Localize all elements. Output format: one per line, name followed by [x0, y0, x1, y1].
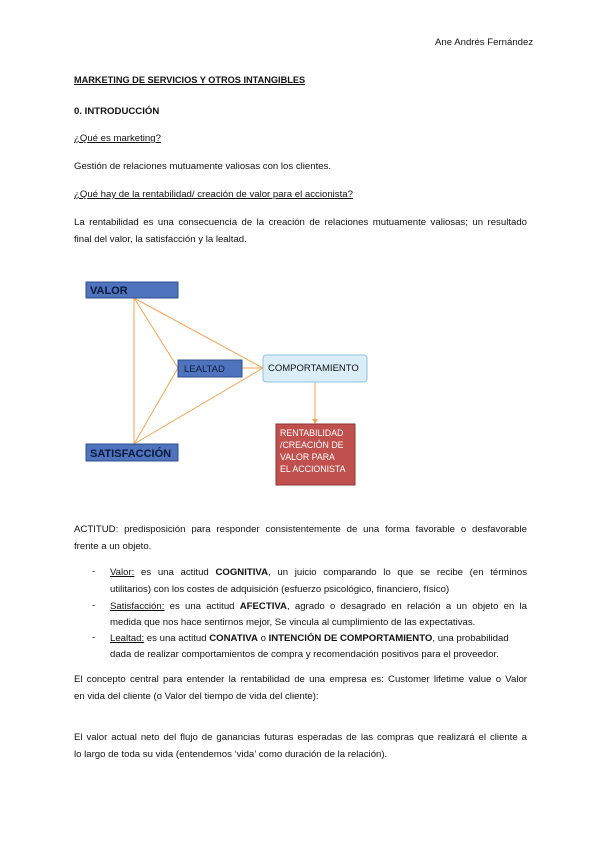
label-valor: VALOR [90, 285, 128, 297]
item-text: es una actitud [134, 567, 216, 578]
list-item-lealtad [110, 632, 530, 645]
rentabilidad-line: EL ACCIONISTA [280, 464, 346, 474]
item-text: , un juicio comparando lo que se recibe (en términos [268, 567, 527, 578]
item-text: es una actitud [164, 601, 240, 612]
rentabilidad-line: RENTABILIDAD [280, 428, 344, 438]
term-satisfaccion: Satisfacción: [110, 601, 165, 612]
strong-conativa: CONATIVA [209, 633, 258, 644]
item-text: , agrado o desagrado en relación a un objeto en la [286, 601, 527, 612]
clv-line1: El concepto central para entender la rentabilidad de una empresa es: Customer lifetime value o Valor [74, 674, 527, 685]
connector-satisfaccion-comportamiento [134, 368, 263, 444]
item-text: es una actitud [144, 633, 210, 644]
label-lealtad: LEALTAD [184, 364, 225, 375]
question-rentabilidad: ¿Qué hay de la rentabilidad/ creación de valor para el accionista? [74, 189, 353, 200]
bullet-marker: - [92, 566, 96, 577]
term-lealtad: Lealtad: [110, 633, 145, 644]
answer-rentabilidad-line1: La rentabilidad es una consecuencia de la creación de relaciones mutuamente valiosas; un resultado [74, 217, 527, 228]
list-item-satisfaccion [110, 600, 527, 613]
definition-line2: lo largo de toda su vida (entendemos ‘vida’ como duración de la relación). [74, 749, 388, 760]
strong-afectiva: AFECTIVA [239, 601, 287, 612]
answer-marketing: Gestión de relaciones mutuamente valiosas con los clientes. [74, 161, 332, 172]
connector-valor-lealtad [134, 298, 178, 368]
item-text: , una probabilidad [432, 633, 509, 644]
arrowhead [312, 419, 318, 424]
rentabilidad-line: VALOR PARA [280, 452, 335, 462]
question-marketing: ¿Qué es marketing? [74, 133, 161, 144]
section-heading: 0. INTRODUCCIÓN [74, 106, 160, 117]
bullet-marker: - [92, 632, 96, 643]
label-satisfaccion: SATISFACCIÓN [90, 448, 172, 460]
actitud-line1: ACTITUD: predisposición para responder consistentemente de una forma favorable o desfavorable [74, 524, 527, 535]
list-item-valor-line2: utilitarios) con los costes de adquisición (esfuerzo psicológico, financiero, físico) [110, 584, 450, 595]
strong-cognitiva: COGNITIVA [215, 567, 269, 578]
list-item-valor [110, 566, 527, 579]
author-name: Ane Andrés Fernández [435, 37, 534, 48]
clv-line2: en vida del cliente (o Valor del tiempo de vida del cliente): [74, 691, 319, 702]
connector-satisfaccion-lealtad [134, 368, 178, 444]
label-comportamiento: COMPORTAMIENTO [268, 363, 359, 374]
item-text: o [257, 633, 269, 644]
list-item-satisfaccion-line2: medida que nos hace sentirnos mejor, Se vincula al cumplimiento de las expectativas. [110, 617, 476, 628]
term-valor: Valor: [110, 567, 135, 578]
document-title: MARKETING DE SERVICIOS Y OTROS INTANGIBLES [74, 75, 306, 85]
list-item-lealtad-line2: dada de realizar comportamientos de compra y recomendación positivos para el proveedor. [110, 649, 499, 660]
rentabilidad-line: /CREACIÓN DE [280, 440, 344, 450]
answer-rentabilidad-line2: final del valor, la satisfacción y la lealtad. [74, 234, 247, 245]
strong-intencion: INTENCIÓN DE COMPORTAMIENTO [268, 633, 433, 644]
actitud-line2: frente a un objeto. [74, 541, 152, 552]
connector-valor-comportamiento [134, 298, 263, 368]
bullet-marker: - [92, 600, 96, 611]
definition-line1: El valor actual neto del flujo de ganancias futuras esperadas de las compras que realizará el cliente a [74, 732, 527, 743]
